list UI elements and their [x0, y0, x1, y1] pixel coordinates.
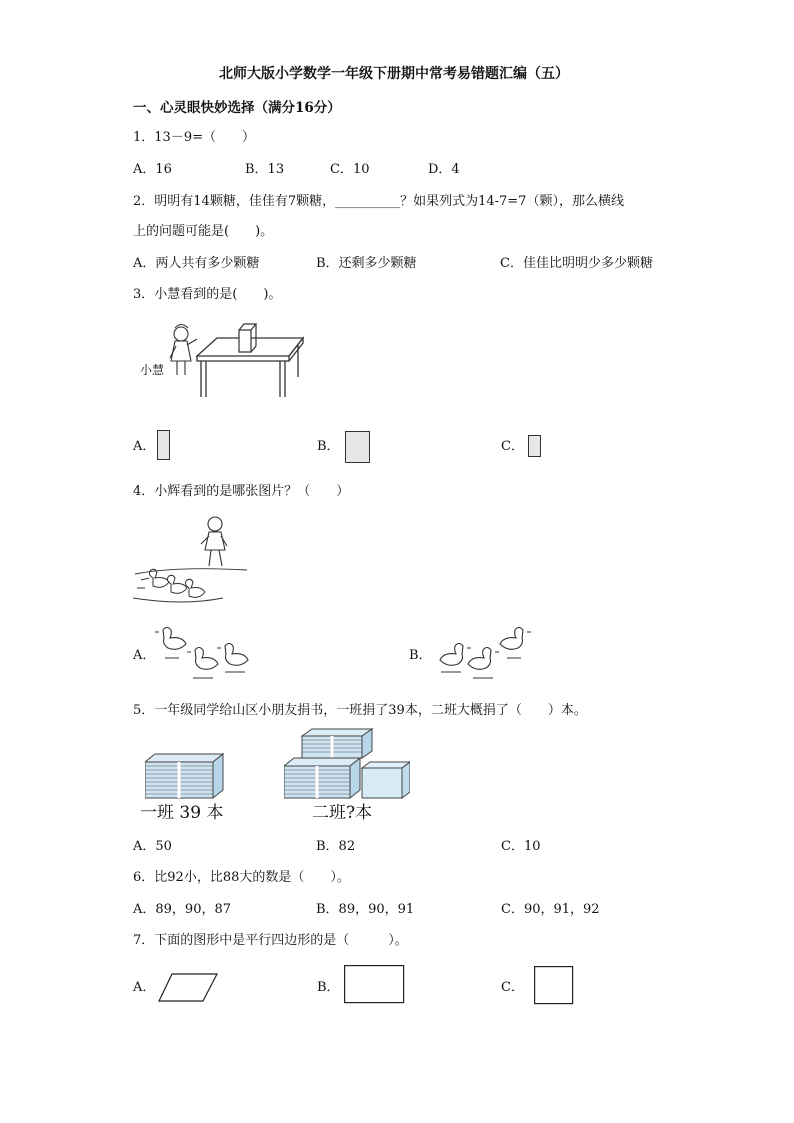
q5-label-class2: 二班?本 — [312, 803, 373, 823]
q1-option-d[interactable]: D．4 — [428, 162, 460, 177]
q5-option-a[interactable]: A．50 — [133, 839, 172, 854]
q5-book-stack-class2 — [284, 728, 410, 800]
q1-stem: 1．13－9=（ ） — [133, 130, 255, 145]
q1-option-c[interactable]: C．10 — [330, 162, 370, 177]
q3-option-b[interactable]: B． — [317, 439, 340, 454]
q3-figure-girl-table — [135, 318, 315, 403]
q4-figure-boy-ducks — [133, 514, 253, 606]
q6-option-c[interactable]: C．90，91，92 — [501, 902, 600, 917]
q3-option-c[interactable]: C． — [501, 439, 524, 454]
page-title: 北师大版小学数学一年级下册期中常考易错题汇编（五） — [219, 66, 569, 82]
q7-stem: 7．下面的图形中是平行四边形的是（ ）。 — [133, 933, 408, 948]
q5-book-stack-class1 — [145, 752, 225, 800]
q3-option-a-rect — [157, 430, 170, 461]
q2-option-c[interactable]: C．佳佳比明明少多少颗糖 — [500, 256, 653, 271]
q1-option-b[interactable]: B．13 — [245, 162, 285, 177]
q4-option-a-ducks — [155, 624, 253, 682]
q3-figure-label: 小慧 — [140, 363, 165, 377]
q5-option-c[interactable]: C．10 — [501, 839, 541, 854]
q7-option-b-rectangle — [344, 965, 405, 1004]
q4-option-b-ducks — [433, 624, 531, 682]
q4-option-a[interactable]: A． — [133, 648, 156, 663]
q3-option-a[interactable]: A． — [133, 439, 156, 454]
q3-stem: 3．小慧看到的是( )。 — [133, 287, 282, 302]
q5-option-b[interactable]: B．82 — [316, 839, 356, 854]
section-heading: 一、心灵眼快妙选择（满分16分） — [133, 100, 341, 116]
q7-option-c-square — [534, 966, 574, 1005]
q5-stem: 5．一年级同学给山区小朋友捐书，一班捐了39本，二班大概捐了（ ）本。 — [133, 703, 587, 718]
q5-label-class1: 一班 39 本 — [140, 803, 224, 823]
q2-stem-line2: 上的问题可能是( )。 — [133, 224, 274, 239]
q7-option-a-parallelogram — [158, 973, 218, 1003]
q3-option-c-rect — [528, 435, 542, 458]
q4-option-b[interactable]: B． — [409, 648, 432, 663]
q2-option-a[interactable]: A．两人共有多少颗糖 — [133, 256, 260, 271]
q2-option-b[interactable]: B．还剩多少颗糖 — [316, 256, 417, 271]
q1-option-a[interactable]: A．16 — [133, 162, 172, 177]
q7-option-c[interactable]: C． — [501, 980, 524, 995]
q4-stem: 4．小辉看到的是哪张图片？（ ） — [133, 484, 350, 499]
q6-option-b[interactable]: B．89，90，91 — [316, 902, 415, 917]
q6-option-a[interactable]: A．89，90，87 — [133, 902, 232, 917]
q2-stem-line1: 2．明明有14颗糖，佳佳有7颗糖，__________？如果列式为14-7=7（颗），那么横线 — [133, 194, 624, 209]
q3-option-b-rect — [345, 431, 370, 463]
q7-option-b[interactable]: B． — [317, 980, 340, 995]
q6-stem: 6．比92小，比88大的数是（ ）。 — [133, 870, 350, 885]
q7-option-a[interactable]: A． — [133, 980, 156, 995]
